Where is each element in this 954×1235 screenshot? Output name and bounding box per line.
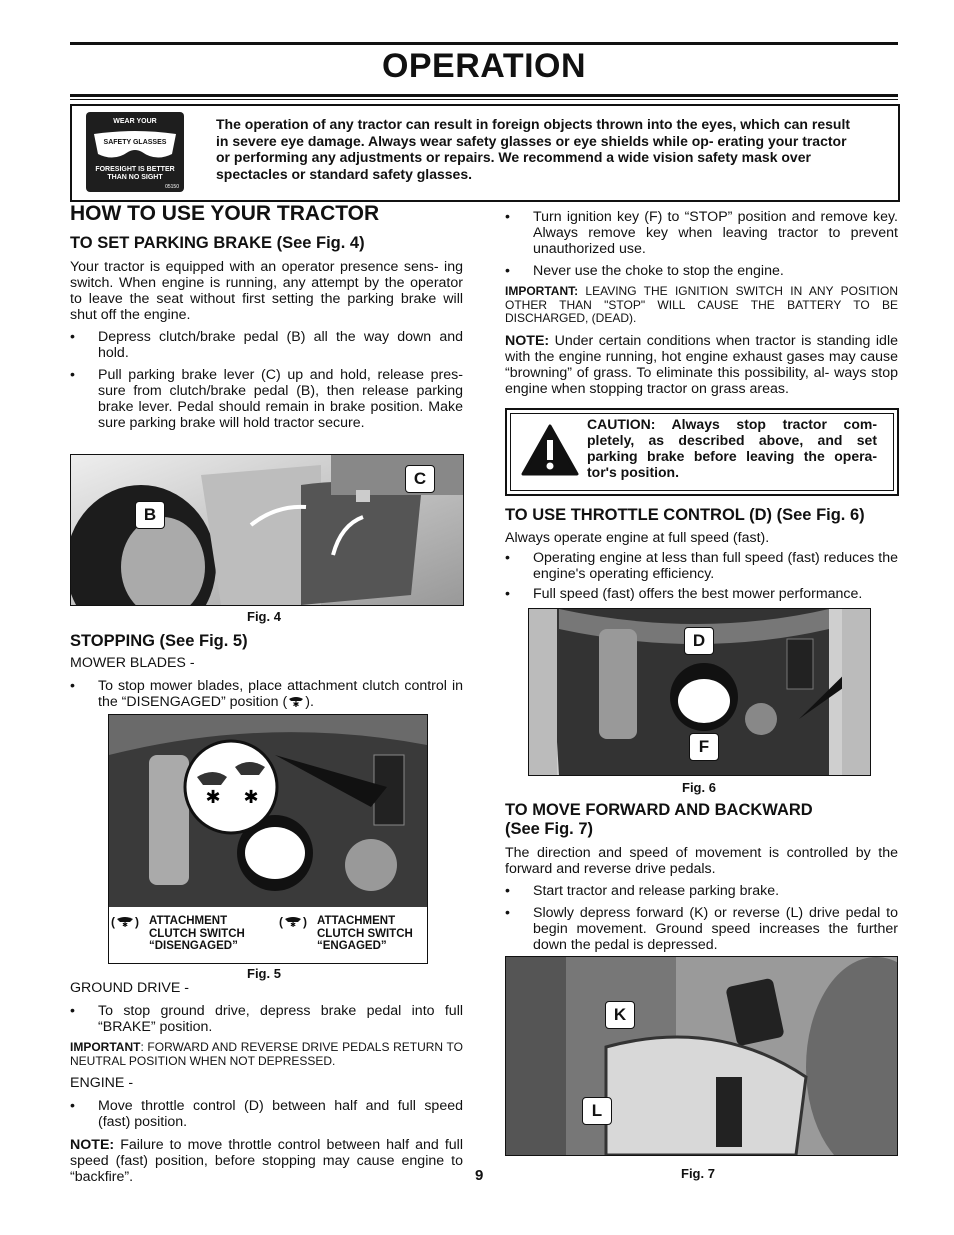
important-label: IMPORTANT: bbox=[505, 284, 579, 298]
title-underline bbox=[70, 94, 898, 97]
section-title: HOW TO USE YOUR TRACTOR bbox=[70, 202, 380, 225]
sign-bottom-text: FORESIGHT IS BETTER THAN NO SIGHT bbox=[95, 166, 175, 181]
sign-middle-text: SAFETY GLASSES bbox=[103, 139, 167, 146]
bullet: • bbox=[505, 209, 510, 225]
list-item bbox=[70, 367, 463, 431]
bullet: • bbox=[70, 1003, 75, 1019]
fig6-caption: Fig. 6 bbox=[682, 780, 716, 795]
legend-line: ATTACHMENT bbox=[317, 915, 396, 927]
safety-glasses-sign bbox=[86, 112, 184, 192]
ground-drive-label: GROUND DRIVE - bbox=[70, 980, 190, 996]
throttle-intro: Always operate engine at full speed (fast). bbox=[505, 530, 770, 546]
list-item bbox=[505, 263, 898, 279]
fig7-label-k: K bbox=[605, 1001, 635, 1029]
warning-triangle-icon bbox=[521, 424, 579, 476]
svg-text:✱: ✱ bbox=[292, 700, 300, 707]
fig6-label-d: D bbox=[684, 627, 714, 655]
forward-intro: The direction and speed of movement is controlled by the forward and reverse drive pedals. bbox=[505, 845, 898, 877]
svg-text:✱: ✱ bbox=[122, 921, 128, 927]
legend-line: ATTACHMENT bbox=[149, 915, 228, 927]
ground-engine-section bbox=[70, 980, 463, 1185]
engine-label: ENGINE - bbox=[70, 1075, 134, 1091]
throttle-section bbox=[505, 506, 898, 602]
stopping-section bbox=[70, 632, 463, 710]
sign-code: 05150 bbox=[165, 184, 179, 190]
caution-text: CAUTION: Always stop tractor com- pletely, as described above, and set parking brake before leaving the opera- tor's position. bbox=[587, 416, 877, 480]
mower-blades-label: MOWER BLADES - bbox=[70, 655, 195, 671]
note-text: Under certain conditions when tractor is standing idle with the engine running, hot engine exhaust gases may cause “browning” of grass. To eliminate this possibility, al- ways stop engine when stopping tractor on grass areas. bbox=[505, 332, 898, 397]
bullet-text: Depress clutch/brake pedal (B) all the way down and hold. bbox=[98, 329, 463, 361]
fig5-caption: Fig. 5 bbox=[247, 966, 281, 981]
list-item bbox=[70, 1098, 463, 1130]
bullet: • bbox=[505, 550, 510, 566]
caution-box bbox=[505, 408, 899, 496]
list-item bbox=[505, 905, 898, 953]
forward-heading-line2: (See Fig. 7) bbox=[505, 820, 594, 838]
bullet-text: Full speed (fast) offers the best mower performance. bbox=[533, 586, 863, 602]
page-number: 9 bbox=[475, 1167, 484, 1184]
legend-line: “DISENGAGED” bbox=[149, 940, 238, 952]
forward-heading-line1: TO MOVE FORWARD AND BACKWARD bbox=[505, 801, 813, 819]
figure-6-image bbox=[528, 608, 871, 776]
svg-text:✱: ✱ bbox=[290, 921, 296, 927]
fig4-caption: Fig. 4 bbox=[247, 609, 281, 624]
note-text: Failure to move throttle control between half and full speed (fast) position, before stopping may cause engine to “backfire”. bbox=[70, 1137, 463, 1185]
note-label: NOTE: bbox=[70, 1137, 115, 1153]
top-rule bbox=[70, 42, 898, 45]
legend-line: CLUTCH SWITCH bbox=[149, 927, 245, 940]
important-note bbox=[70, 1041, 463, 1068]
browning-note bbox=[505, 333, 898, 397]
title-underline-thin bbox=[70, 99, 898, 100]
disengaged-legend-icon: ( ✱ ) bbox=[111, 915, 139, 929]
fig6-label-f: F bbox=[689, 733, 719, 761]
right-column-top bbox=[505, 209, 898, 397]
parking-brake-heading: TO SET PARKING BRAKE (See Fig. 4) bbox=[70, 234, 365, 252]
note-label: NOTE: bbox=[505, 332, 550, 349]
ignition-important-note bbox=[505, 285, 898, 326]
legend-line: CLUTCH SWITCH bbox=[317, 927, 413, 940]
throttle-heading: TO USE THROTTLE CONTROL (D) (See Fig. 6) bbox=[505, 506, 865, 524]
figure-7-image bbox=[505, 956, 898, 1156]
list-item bbox=[505, 586, 898, 602]
list-item bbox=[505, 550, 898, 582]
figure-4-image bbox=[70, 454, 464, 606]
safety-warning-text: The operation of any tractor can result in foreign objects thrown into the eyes, which can result in severe eye damage. Always wear safety glasses or eye shields while op- erating your tractor or performing any adjustments or repairs. We recommend a wide vision safety mask over spectacles or standard safety glasses. bbox=[216, 116, 850, 182]
bullet: • bbox=[505, 905, 510, 921]
list-item bbox=[505, 883, 898, 899]
bullet-text: Never use the choke to stop the engine. bbox=[533, 263, 784, 279]
fig4-label-b: B bbox=[135, 501, 165, 529]
bullet-text: To stop ground drive, depress brake pedal into full “BRAKE” position. bbox=[98, 1003, 463, 1035]
fig7-label-l: L bbox=[582, 1097, 612, 1125]
bullet: • bbox=[505, 263, 510, 279]
list-item bbox=[70, 678, 463, 710]
left-column bbox=[70, 202, 463, 431]
bullet-text: Slowly depress forward (K) or reverse (L) drive pedal to begin movement. Ground speed increases the further down the pedal is depressed. bbox=[533, 905, 898, 953]
stopping-heading: STOPPING (See Fig. 5) bbox=[70, 632, 248, 650]
backfire-note bbox=[70, 1137, 463, 1185]
safety-warning-box bbox=[70, 104, 900, 202]
parking-brake-intro: Your tractor is equipped with an operator presence sens- ing switch. When engine is running, any attempt by the operator to leave the seat without first setting the parking brake will shut off the engine. bbox=[70, 259, 463, 323]
bullet: • bbox=[70, 329, 75, 345]
list-item bbox=[70, 329, 463, 361]
bullet: • bbox=[70, 1098, 75, 1114]
bullet-text: Operating engine at less than full speed (fast) reduces the engine's operating efficiency. bbox=[533, 550, 898, 582]
engaged-legend-icon: ( ✱ ) bbox=[279, 915, 307, 929]
fig7-caption: Fig. 7 bbox=[681, 1166, 715, 1181]
disengaged-symbol-icon bbox=[287, 695, 305, 707]
important-text: : FORWARD AND REVERSE DRIVE PEDALS RETURN TO NEUTRAL POSITION WHEN NOT DEPRESSED. bbox=[70, 1040, 463, 1068]
figure-5-image bbox=[108, 714, 428, 964]
fig4-label-c: C bbox=[405, 465, 435, 493]
bullet: • bbox=[505, 883, 510, 899]
bullet-text: Start tractor and release parking brake. bbox=[533, 883, 780, 899]
safety-glasses-icon bbox=[86, 128, 184, 166]
drive-pedals-illustration bbox=[506, 957, 897, 1155]
bullet: • bbox=[70, 367, 75, 383]
important-text: LEAVING THE IGNITION SWITCH IN ANY POSITION OTHER THAN "STOP" WILL CAUSE THE BATTERY TO BE DISCHARGED, (DEAD). bbox=[505, 284, 898, 325]
sign-top-text: WEAR YOUR bbox=[113, 118, 157, 125]
bullet-text: Move throttle control (D) between half and full speed (fast) position. bbox=[98, 1098, 463, 1130]
legend-engaged bbox=[279, 915, 427, 953]
important-label: IMPORTANT bbox=[70, 1040, 141, 1054]
bullet: • bbox=[70, 678, 75, 694]
page-title: OPERATION bbox=[381, 47, 587, 85]
list-item bbox=[505, 209, 898, 257]
legend-line: “ENGAGED” bbox=[317, 940, 387, 952]
list-item bbox=[70, 1003, 463, 1035]
bullet-text-end: ). bbox=[305, 694, 314, 710]
svg-text:✱: ✱ bbox=[205, 787, 221, 808]
bullet-text: To stop mower blades, place attachment clutch control in the “DISENGAGED” position ( bbox=[98, 678, 463, 710]
legend-disengaged bbox=[111, 915, 261, 953]
attachment-clutch-illustration bbox=[109, 715, 427, 907]
forward-section bbox=[505, 801, 898, 953]
svg-text:✱: ✱ bbox=[243, 787, 259, 808]
bullet: • bbox=[505, 586, 510, 602]
bullet-text: Turn ignition key (F) to “STOP” position and remove key. Always remove key when leaving tractor to prevent unauthorized use. bbox=[533, 209, 898, 257]
bullet-text: Pull parking brake lever (C) up and hold, release pres- sure from clutch/brake pedal (B), then release parking brake lever. Pedal should remain in brake position. Make sure parking brake will hold tractor secure. bbox=[98, 367, 463, 431]
